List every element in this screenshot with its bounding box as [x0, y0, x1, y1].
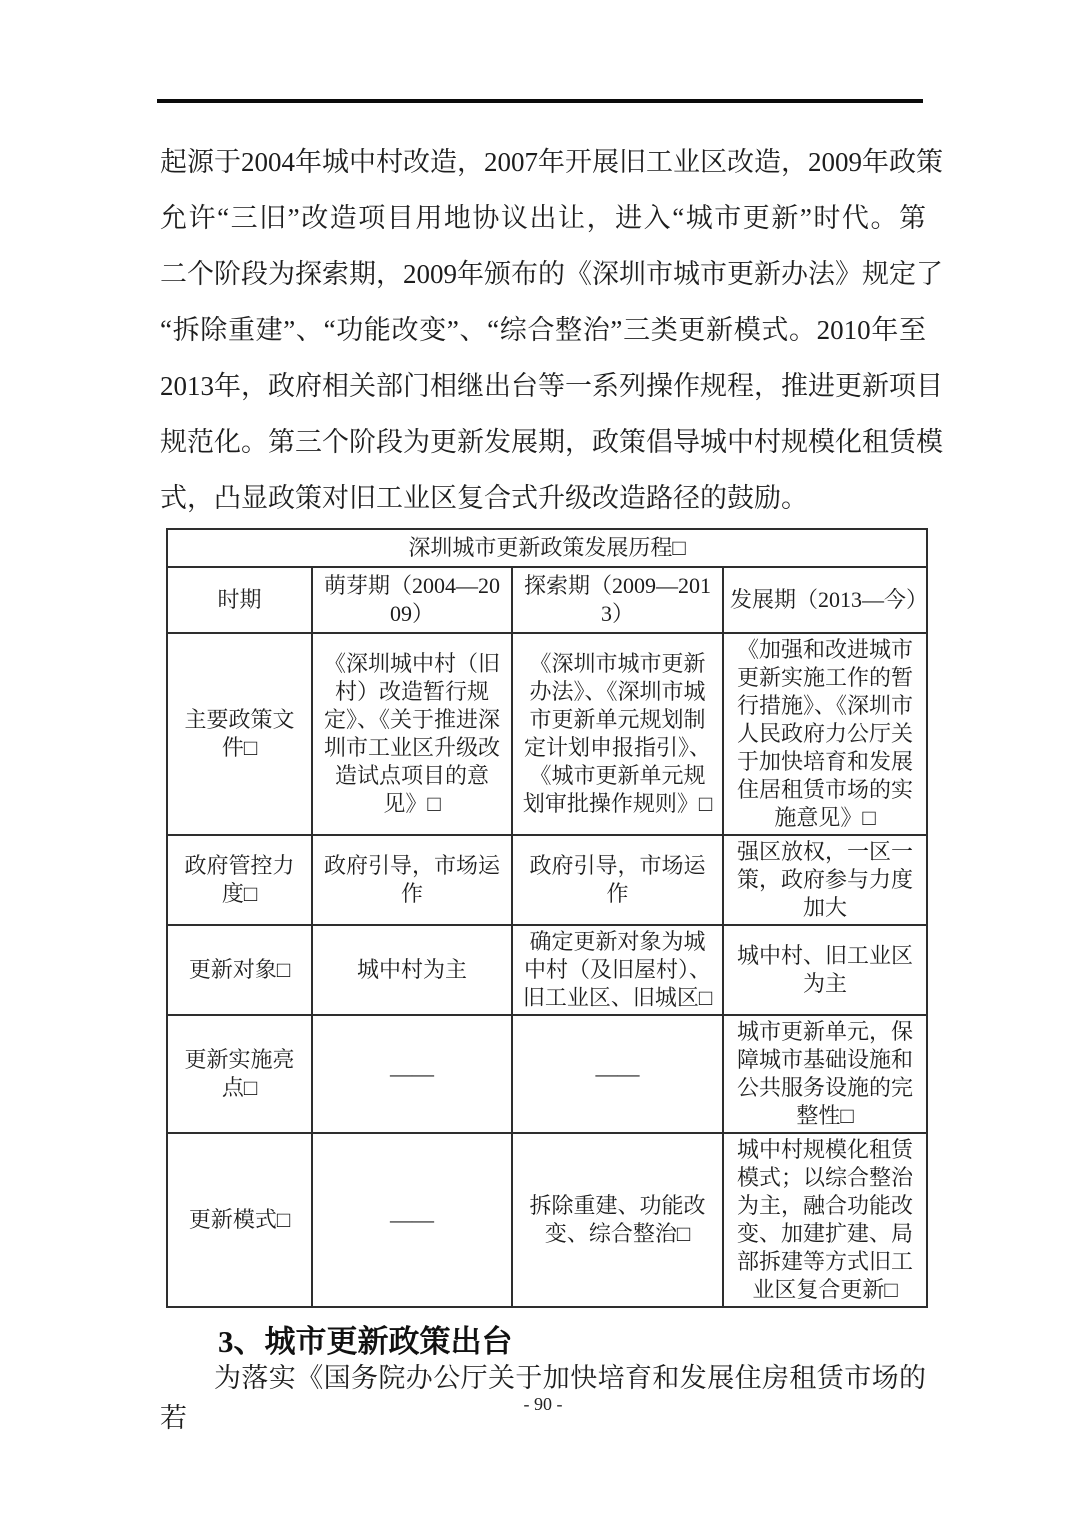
bottom-paragraph: 为落实《国务院办公厅关于加快培育和发展住房租赁市场的若: [160, 1363, 926, 1433]
column-header-stage1: 萌芽期（2004—2009）: [312, 567, 512, 633]
row-label: 主要政策文件□: [167, 633, 312, 835]
section-heading: 3、城市更新政策出台: [218, 1324, 513, 1359]
paragraph-line: 起源于2004年城中村改造，2007年开展旧工业区改造，2009年政策: [160, 147, 943, 177]
table-cell: 政府引导，市场运作: [512, 835, 723, 925]
column-header-stage2: 探索期（2009—2013）: [512, 567, 723, 633]
header-rule: [157, 99, 923, 103]
table-title-row: [167, 529, 927, 567]
table-cell: ——: [312, 1133, 512, 1307]
table-cell: 城中村规模化租赁模式；以综合整治为主，融合功能改变、加建扩建、局部拆建等方式旧工业区复合更新□: [723, 1133, 927, 1307]
table-cell: 城中村为主: [312, 925, 512, 1015]
paragraph-line: 二个阶段为探索期，2009年颁布的《深圳市城市更新办法》规定了: [160, 259, 943, 289]
table-row: [167, 925, 927, 1015]
table-cell: 城中村、旧工业区为主: [723, 925, 927, 1015]
table-cell: 确定更新对象为城中村（及旧屋村）、旧工业区、旧城区□: [512, 925, 723, 1015]
table-row: [167, 835, 927, 925]
body-paragraph: [160, 134, 943, 526]
row-label: 更新实施亮点□: [167, 1015, 312, 1133]
table-cell: 政府引导，市场运作: [312, 835, 512, 925]
table-cell: 《深圳市城市更新办法》、《深圳市城市更新单元规划制定计划申报指引》、《城市更新单元规划审批操作规则》□: [512, 633, 723, 835]
paragraph-line: 规范化。第三个阶段为更新发展期，政策倡导城中村规模化租赁模: [160, 427, 943, 457]
paragraph-line: 2013年，政府相关部门相继出台等一系列操作规程，推进更新项目: [160, 371, 943, 401]
table-row: [167, 633, 927, 835]
table-cell: 强区放权，一区一策，政府参与力度加大: [723, 835, 927, 925]
table-cell: ——: [312, 1015, 512, 1133]
row-label: 更新对象□: [167, 925, 312, 1015]
paragraph-line: 式，凸显政策对旧工业区复合式升级改造路径的鼓励。: [160, 483, 808, 513]
table-cell: ——: [512, 1015, 723, 1133]
paragraph-line: “拆除重建”、“功能改变”、“综合整治”三类更新模式。2010年至: [160, 315, 926, 345]
table-row: [167, 1133, 927, 1307]
paragraph-line: 允许“三旧”改造项目用地协议出让，进入“城市更新”时代。第: [160, 203, 926, 233]
row-label: 政府管控力度□: [167, 835, 312, 925]
table-header-row: [167, 567, 927, 633]
column-header-stage3: 发展期（2013—今）: [723, 567, 927, 633]
table-title: 深圳城市更新政策发展历程□: [167, 529, 927, 567]
table-row: [167, 1015, 927, 1133]
table-cell: 《加强和改进城市更新实施工作的暂行措施》、《深圳市人民政府力公厅关于加快培育和发展住居租赁市场的实施意见》□: [723, 633, 927, 835]
page-number: - 90 -: [523, 1394, 563, 1414]
table-cell: 城市更新单元，保障城市基础设施和公共服务设施的完整性□: [723, 1015, 927, 1133]
table-cell: 拆除重建、功能改变、综合整治□: [512, 1133, 723, 1307]
column-header-period: 时期: [167, 567, 312, 633]
policy-history-table: [166, 528, 928, 1308]
row-label: 更新模式□: [167, 1133, 312, 1307]
table-cell: 《深圳城中村（旧村）改造暂行规定》、《关于推进深圳市工业区升级改造试点项目的意见》□: [312, 633, 512, 835]
